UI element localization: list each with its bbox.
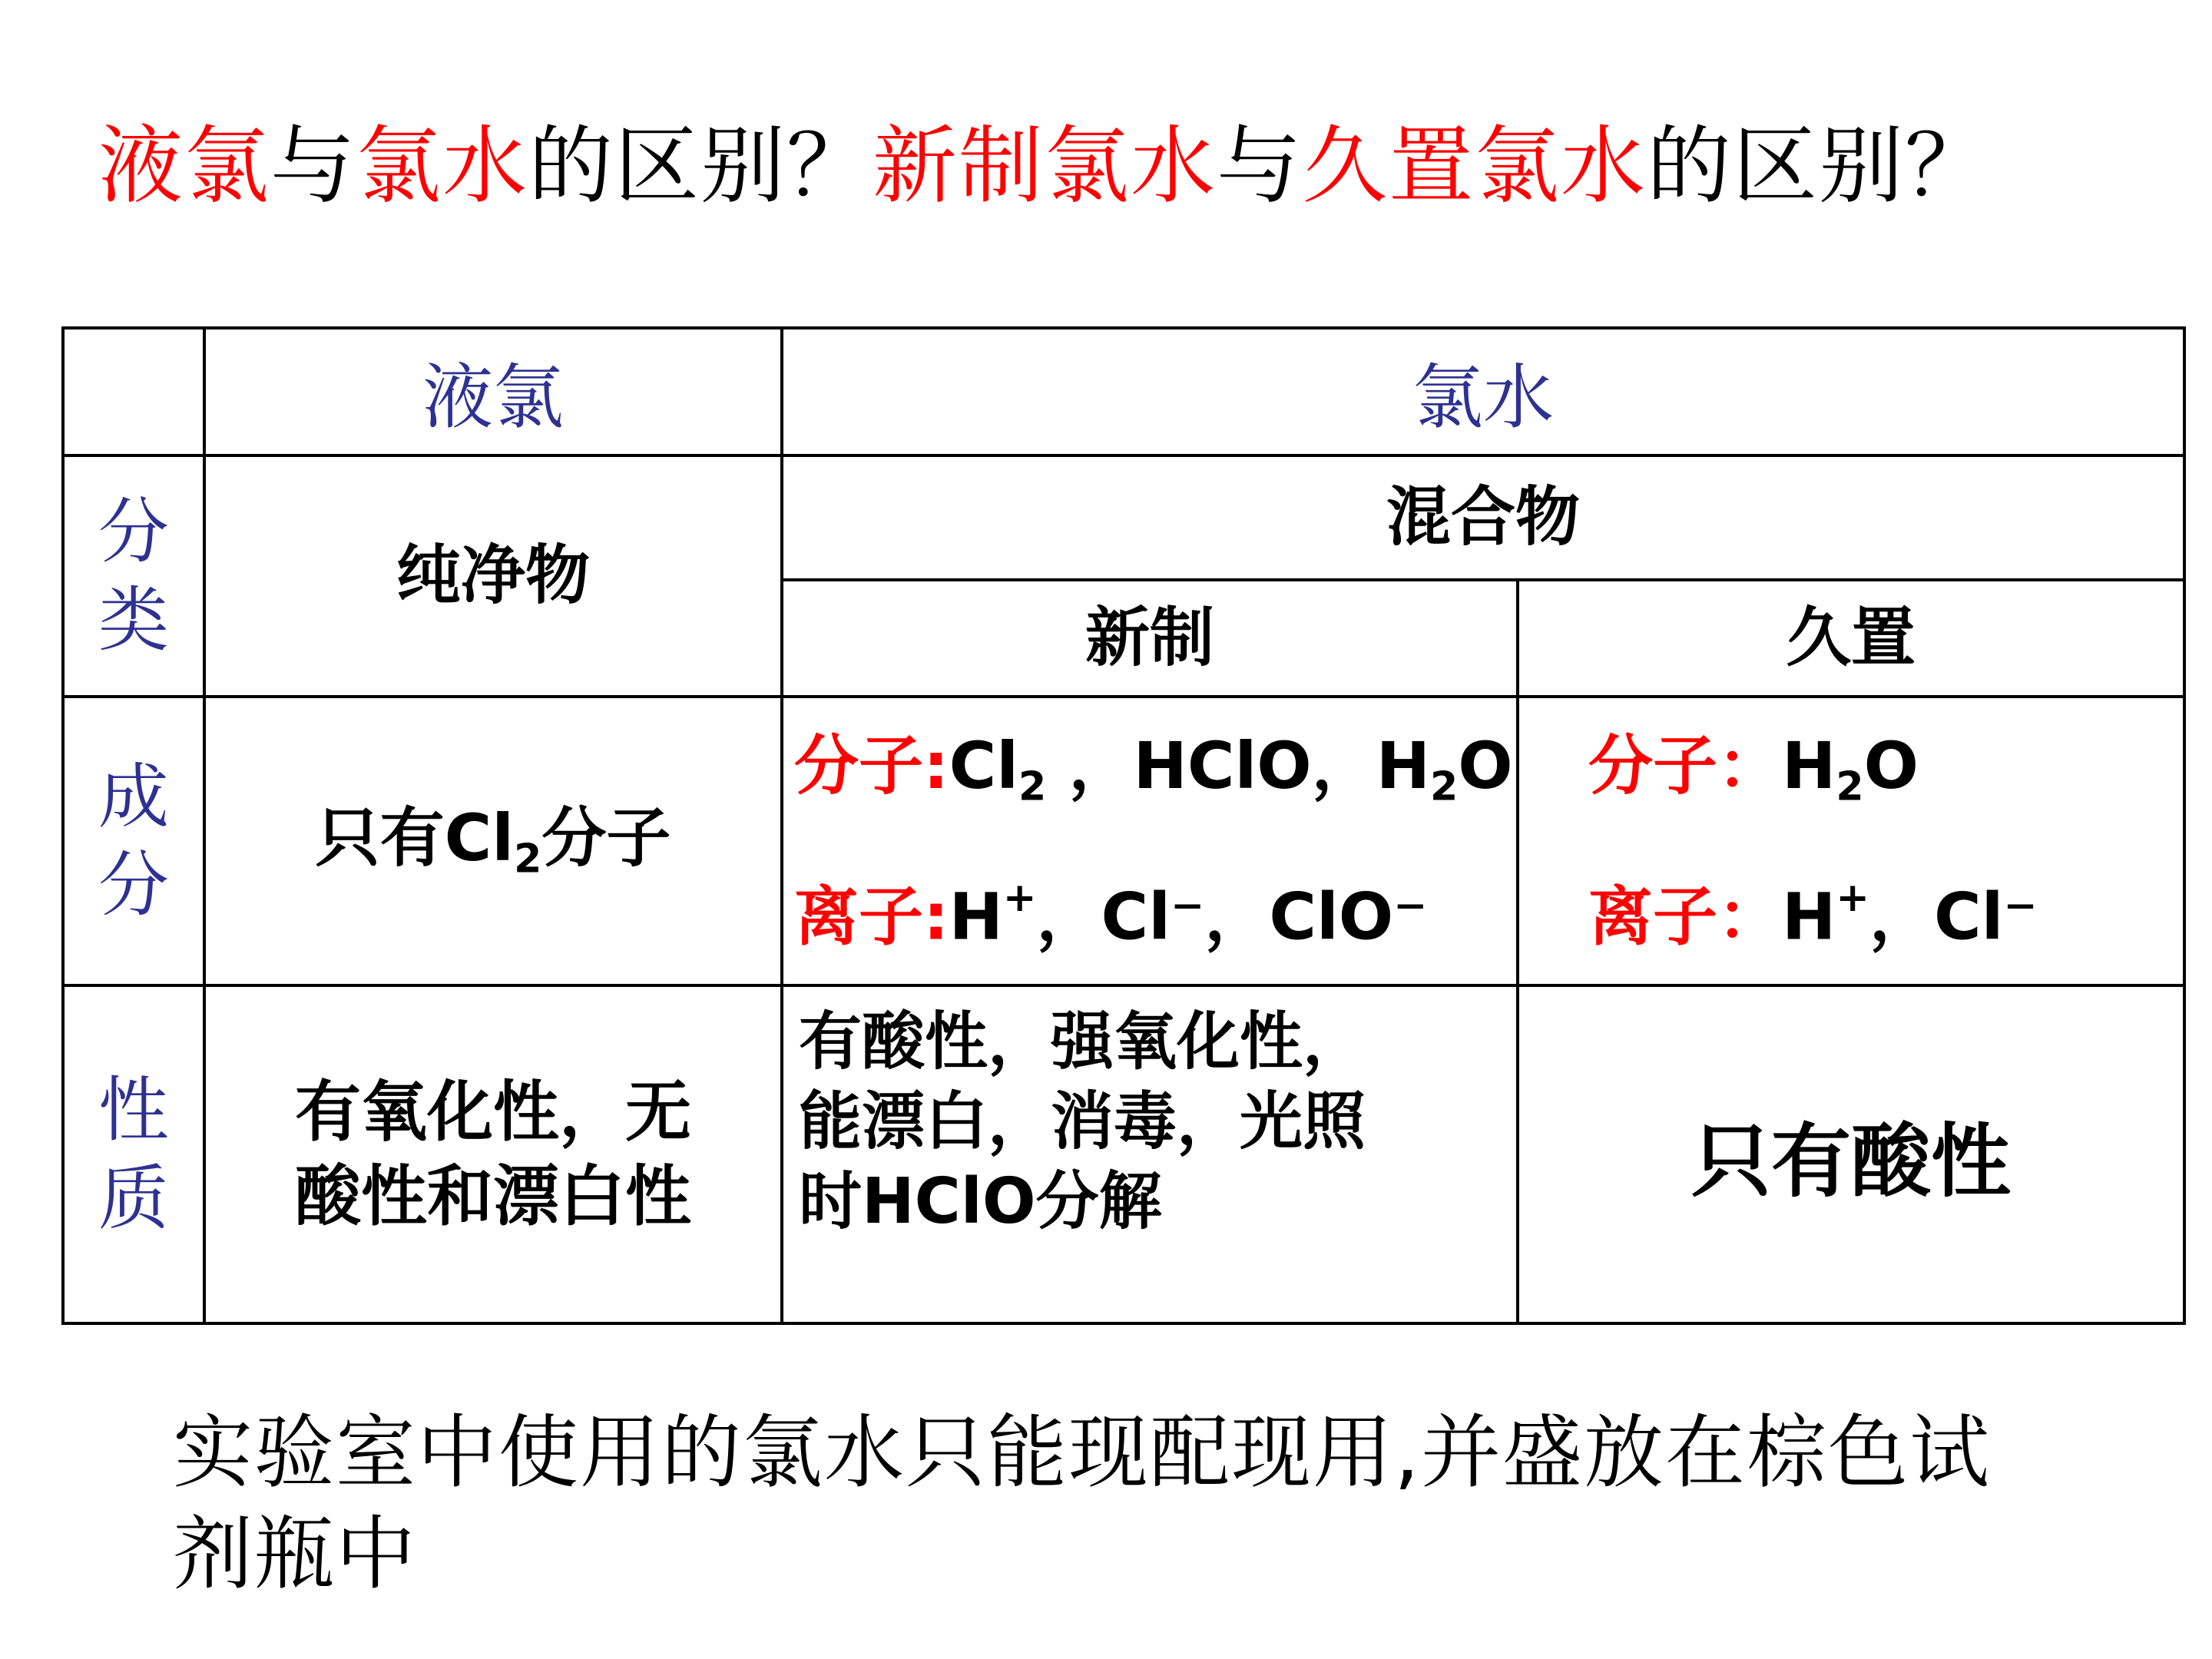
formula-text: H <box>1782 879 1836 955</box>
title-question: 的区别？ <box>1647 117 1991 215</box>
row-label-text: 性质 <box>98 1069 170 1240</box>
title-term-aged-chlorine-water: 久置氯水 <box>1303 117 1647 215</box>
row-label-composition <box>63 697 204 985</box>
text-line: 能漂白，消毒，光照 <box>799 1085 1366 1159</box>
formula-text: H <box>949 879 1003 955</box>
ions-label: 离子： <box>1588 879 1783 955</box>
liquid-composition-suffix: 分子 <box>541 800 671 876</box>
formula-text: ，Cl⁻ <box>1869 879 2038 955</box>
comparison-table <box>61 326 2186 1325</box>
subscript: 2 <box>1836 763 1864 810</box>
molecules-label: 分子： <box>1588 727 1783 803</box>
row-label-text: 成分 <box>98 756 170 926</box>
formula-text: ，HClO，H <box>1046 727 1430 803</box>
cell-liquid-composition <box>204 697 782 985</box>
row-label-text: 分类 <box>98 491 170 661</box>
cell-fresh-composition <box>782 697 1518 985</box>
cell-liquid-classification: 纯净物 <box>204 455 782 697</box>
ions-label: 离子: <box>794 879 949 955</box>
title-term-fresh-chlorine-water: 新制氯水 <box>873 117 1217 215</box>
formula-text: ，Cl⁻，ClO⁻ <box>1036 879 1428 955</box>
aged-ions-line <box>1588 874 2183 955</box>
title-connector: 与 <box>1217 117 1303 215</box>
lab-note: 实验室中使用的氯水只能现配现用,并盛放在棕色试剂瓶中 <box>173 1406 1992 1601</box>
fresh-molecules-line <box>794 727 1516 810</box>
aged-molecules-line <box>1588 727 2183 810</box>
subheader-aged: 久置 <box>1518 580 2184 697</box>
liquid-composition-text: 只有Cl <box>315 800 515 876</box>
text-line: 酸性和漂白性 <box>295 1158 691 1235</box>
subheader-fresh: 新制 <box>782 580 1518 697</box>
text-line: 有酸性，强氧化性， <box>799 1005 1366 1078</box>
cell-water-classification: 混合物 <box>782 455 2184 580</box>
corner-cell <box>63 328 204 455</box>
superscript: + <box>1002 874 1037 921</box>
formula-text: H <box>1782 727 1836 803</box>
subscript: 2 <box>514 836 542 882</box>
cell-liquid-properties <box>204 985 782 1323</box>
cell-fresh-properties <box>782 985 1518 1323</box>
row-label-properties <box>63 985 204 1323</box>
subscript: 2 <box>1018 763 1047 810</box>
title-connector: 与 <box>270 117 356 215</box>
row-label-classification <box>63 455 204 697</box>
cell-aged-properties: 只有酸性 <box>1518 985 2184 1323</box>
subscript: 2 <box>1430 763 1459 810</box>
molecules-label: 分子: <box>794 727 949 803</box>
text-line: 时HClO分解 <box>799 1165 1162 1239</box>
page-title <box>98 115 1991 217</box>
table-row-properties <box>63 985 2184 1323</box>
header-liquid-chlorine: 液氯 <box>204 328 782 455</box>
table-header-row <box>63 328 2184 455</box>
formula-text: Cl <box>949 727 1019 803</box>
cell-aged-composition <box>1518 697 2184 985</box>
title-term-chlorine-water: 氯水 <box>356 117 528 215</box>
formula-text: O <box>1458 727 1513 803</box>
superscript: + <box>1836 874 1869 921</box>
table-row-composition <box>63 697 2184 985</box>
table-row-classification <box>63 455 2184 580</box>
formula-text: O <box>1863 727 1919 803</box>
fresh-ions-line <box>794 874 1516 955</box>
text-line: 有氧化性，无 <box>295 1073 691 1151</box>
header-chlorine-water: 氯水 <box>782 328 2184 455</box>
title-term-liquid-chlorine: 液氯 <box>98 117 270 215</box>
title-question: 的区别？ <box>528 117 873 215</box>
